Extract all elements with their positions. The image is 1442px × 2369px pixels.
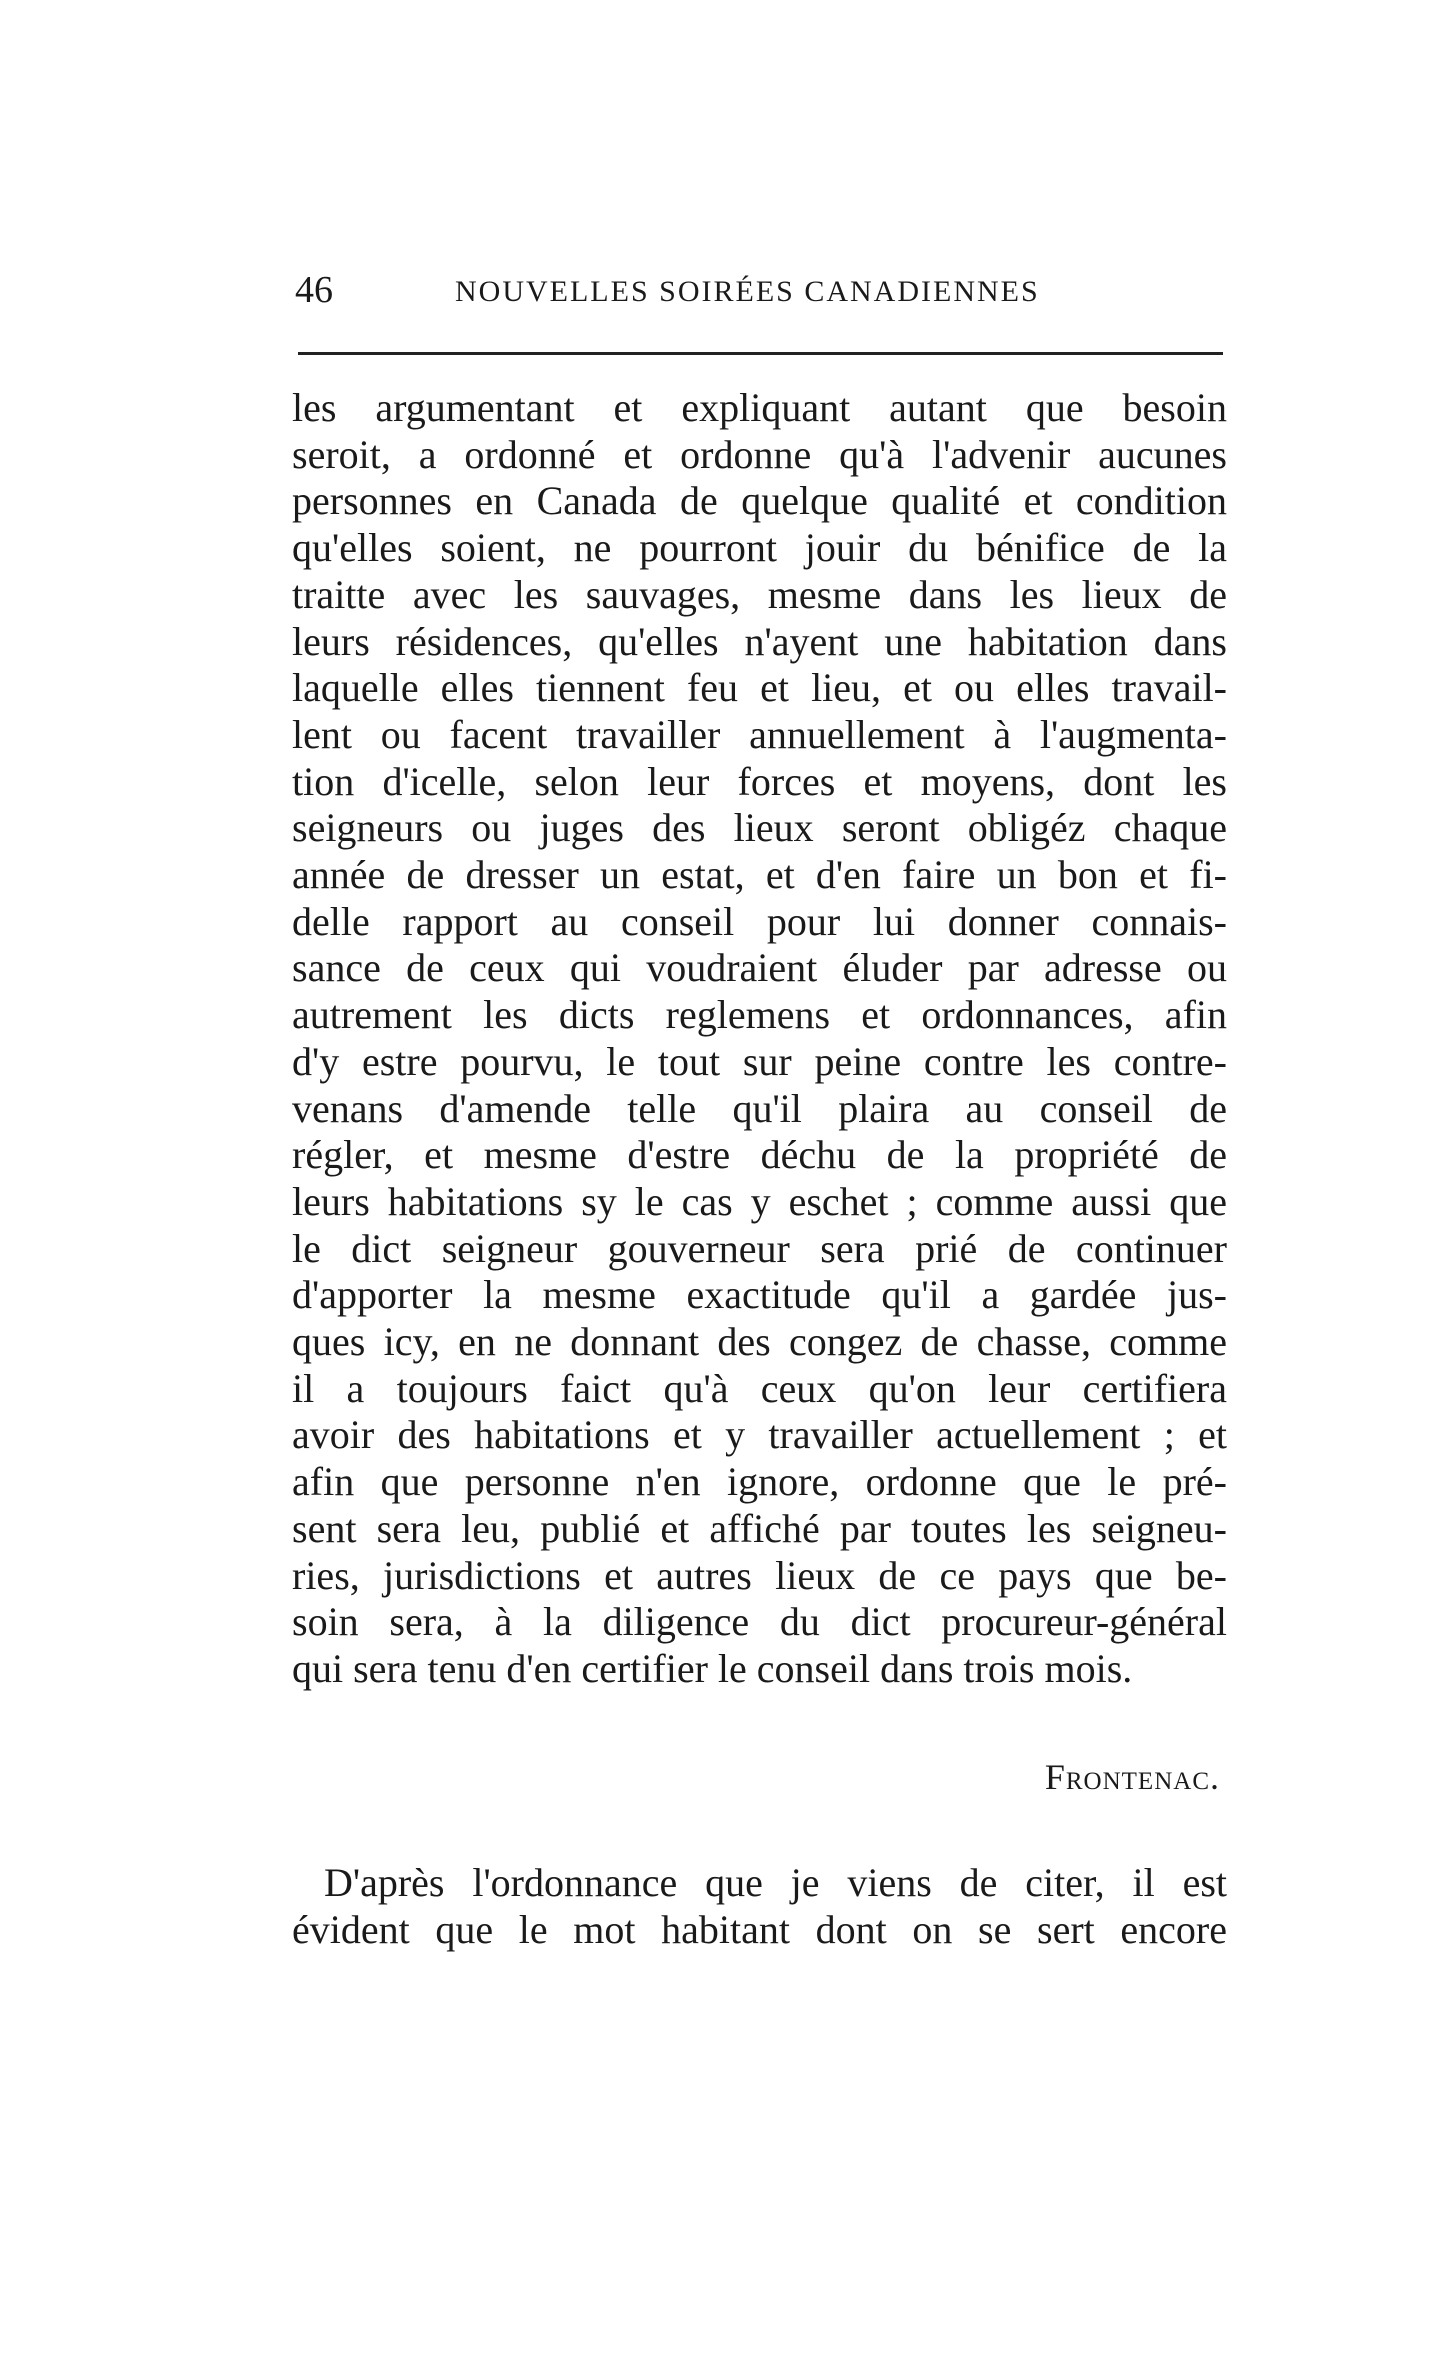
text-line: delle rapport au conseil pour lui donner connais- [292,898,1227,944]
text-line: régler, et mesme d'estre déchu de la propriété de [292,1132,1227,1178]
text-line: laquelle elles tiennent feu et lieu, et ou elles travail- [292,665,1227,711]
text-line: personnes en Canada de quelque qualité et condition [292,478,1227,524]
text-line: le dict seigneur gouverneur sera prié de continuer [292,1225,1227,1271]
running-title: NOUVELLES SOIRÉES CANADIENNES [455,275,1040,308]
text-line: d'apporter la mesme exactitude qu'il a gardée jus- [292,1272,1227,1318]
text-line: leurs habitations sy le cas y eschet ; comme aussi que [292,1178,1227,1224]
text-line: qui sera tenu d'en certifier le conseil dans trois mois. [292,1645,1133,1691]
text-line: lent ou facent travailler annuellement à l'augmenta- [292,711,1227,757]
text-line: année de dresser un estat, et d'en faire un bon et fi- [292,852,1227,898]
page-header [295,268,1225,318]
commentary-paragraph [292,1860,1227,1953]
text-line: évident que le mot habitant dont on se sert encore [292,1906,1227,1952]
page-number: 46 [295,269,333,311]
text-line: sent sera leu, publié et affiché par toutes les seigneu- [292,1505,1227,1551]
ordinance-paragraph [292,385,1227,1693]
text-line: traitte avec les sauvages, mesme dans les lieux de [292,571,1227,617]
text-line: tion d'icelle, selon leur forces et moyens, dont les [292,758,1227,804]
text-line: autrement les dicts reglemens et ordonnances, afin [292,992,1227,1038]
text-line: leurs résidences, qu'elles n'ayent une habitation dans [292,618,1227,664]
text-line: seroit, a ordonné et ordonne qu'à l'advenir aucunes [292,431,1227,477]
text-line: il a toujours faict qu'à ceux qu'on leur certifiera [292,1365,1227,1411]
text-line: qu'elles soient, ne pourront jouir du bénifice de la [292,525,1227,571]
text-line: seigneurs ou juges des lieux seront obligéz chaque [292,805,1227,851]
text-line: les argumentant et expliquant autant que besoin [292,385,1227,430]
text-line: soin sera, à la diligence du dict procureur-général [292,1599,1227,1645]
header-rule [298,352,1223,355]
text-line: afin que personne n'en ignore, ordonne que le pré- [292,1459,1227,1505]
text-line: ques icy, en ne donnant des congez de chasse, comme [292,1319,1227,1365]
text-line: D'après l'ordonnance que je viens de citer, il est [324,1860,1227,1905]
text-line: avoir des habitations et y travailler actuellement ; et [292,1412,1227,1458]
text-line: sance de ceux qui voudraient éluder par adresse ou [292,945,1227,991]
text-line: d'y estre pourvu, le tout sur peine contre les contre- [292,1038,1227,1084]
signature: Frontenac. [1044,1757,1220,1797]
text-line: venans d'amende telle qu'il plaira au conseil de [292,1085,1227,1131]
text-line: ries, jurisdictions et autres lieux de ce pays que be- [292,1552,1227,1598]
